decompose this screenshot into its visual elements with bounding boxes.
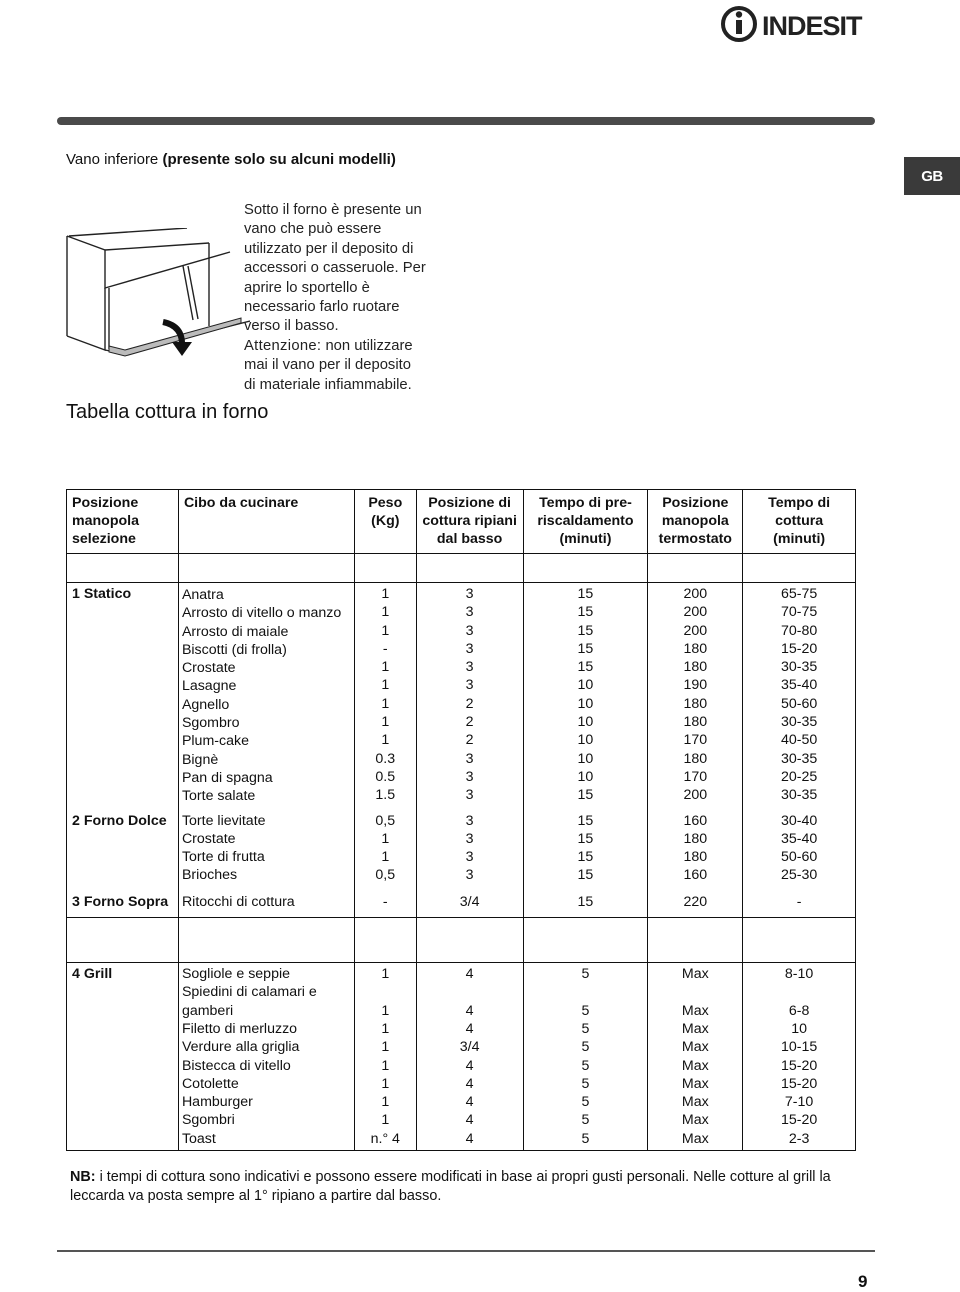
cottura-value: 30-35 [780,659,818,676]
peso-value: 1 [381,1094,390,1111]
preriscaldamento-list [523,885,648,918]
header-tempo-cottura: Tempo di cottura (minuti) [743,490,856,554]
ripiani-list [416,583,523,806]
food-item: Agnello [181,696,230,713]
ripiani-list [416,963,523,1151]
food-item: Crostate [181,830,236,847]
ripiani-value: 3 [465,640,474,657]
preriscaldamento-value: 15 [577,893,594,910]
food-item: Cotolette [181,1075,239,1092]
ripiani-value: 3 [465,830,474,847]
page-number: 9 [858,1272,868,1291]
peso-value: - [382,893,388,910]
preriscaldamento-value: 15 [577,830,594,847]
ripiani-value: 4 [465,1130,474,1147]
cottura-value: 15-20 [780,1075,818,1092]
cottura-value: 15-20 [780,1112,818,1129]
header-preriscaldamento: Tempo di pre- riscaldamento (minuti) [523,490,648,554]
termostato-value: 180 [683,695,708,712]
peso-value: - [382,640,388,657]
food-item: gamberi [181,1002,234,1019]
preriscaldamento-value: 10 [577,768,594,785]
termostato-value: 190 [683,677,708,694]
cottura-value: 35-40 [780,830,818,847]
peso-value: 1 [381,714,390,731]
table-header-row [67,490,856,554]
ripiani-value [417,983,523,1001]
termostato-value: 180 [683,830,708,847]
mode-label: 3 Forno Sopra [67,885,179,918]
termostato-value: 200 [683,586,708,602]
ripiani-value: 3 [465,787,474,804]
food-item: Sgombro [181,715,240,732]
group-row-grill [67,963,856,1151]
cottura-value: 6-8 [788,1002,810,1019]
food-item: Brioches [181,867,238,884]
preriscaldamento-value: 5 [581,1075,590,1092]
preriscaldamento-value: 5 [581,1039,590,1056]
preriscaldamento-list [523,963,648,1151]
drawer-illustration [65,228,250,366]
preriscaldamento-value: 5 [581,1002,590,1019]
termostato-value: 160 [683,867,708,884]
cottura-value: 15-20 [780,640,818,657]
peso-value: 1 [381,695,390,712]
preriscaldamento-value: 5 [581,1130,590,1147]
header-ripiani: Posizione di cottura ripiani dal basso [416,490,523,554]
preriscaldamento-value: 5 [581,966,590,983]
termostato-value: 180 [683,714,708,731]
peso-value: 1 [381,1057,390,1074]
cottura-value: 70-80 [780,622,818,639]
cottura-value: 10 [791,1020,808,1037]
preriscaldamento-value: 10 [577,714,594,731]
peso-list [354,583,416,806]
drawer-description: Sotto il forno è presente un vano che può essere utilizzato per il deposito di accessori o casseruole. Per aprire lo sportello è necessario farlo ruotare verso il basso. Attenzione: non utilizzare mai il vano per il deposito di materiale infiammabile. [244,202,426,393]
cottura-value: 8-10 [784,966,814,983]
food-item: Anatra [181,587,224,603]
ripiani-list [416,806,523,885]
header-peso: Peso (Kg) [354,490,416,554]
cottura-value: 30-40 [780,812,818,829]
header-cibo: Cibo da cucinare [178,490,354,554]
group-row-sopra [67,885,856,918]
termostato-value: 200 [683,787,708,804]
ripiani-value: 3 [465,622,474,639]
preriscaldamento-value: 15 [577,659,594,676]
ripiani-value: 4 [465,1057,474,1074]
ripiani-value: 3 [465,750,474,767]
food-item: Bignè [181,751,219,768]
termostato-value: Max [681,1039,709,1056]
peso-value: 0.3 [375,750,396,767]
food-item: Toast [181,1130,216,1147]
ripiani-value: 2 [465,714,474,731]
food-item: Biscotti (di frolla) [181,641,287,658]
peso-value: 1 [381,830,390,847]
ripiani-value: 3 [465,604,474,621]
termostato-value: Max [681,966,709,983]
ripiani-value: 3 [465,812,474,829]
termostato-value: Max [681,1112,709,1129]
cottura-list [743,963,856,1151]
brand-wordmark: INDESIT [762,11,862,41]
peso-value: 1 [381,604,390,621]
termostato-value: Max [681,1057,709,1074]
preriscaldamento-value: 15 [577,622,594,639]
preriscaldamento-value: 15 [577,586,594,602]
peso-list [354,885,416,918]
cottura-list [743,806,856,885]
header-posizione-manopola: Posizione manopola selezione [67,490,179,554]
termostato-value [648,983,742,1001]
ripiani-value: 3 [465,659,474,676]
termostato-value: Max [681,1020,709,1037]
food-list [178,583,354,806]
ripiani-value: 4 [465,1002,474,1019]
cottura-list [743,885,856,918]
food-item: Lasagne [181,678,237,695]
bottom-rule [57,1250,875,1252]
preriscaldamento-value: 5 [581,1094,590,1111]
cottura-value: 25-30 [780,867,818,884]
cottura-value: - [796,893,802,910]
peso-value: 1 [381,677,390,694]
ripiani-value: 4 [465,1075,474,1092]
preriscaldamento-value: 15 [577,812,594,829]
ripiani-value: 3 [465,768,474,785]
termostato-list [648,963,743,1151]
termostato-value: 200 [683,604,708,621]
cottura-value: 35-40 [780,677,818,694]
preriscaldamento-value: 5 [581,1057,590,1074]
section-title: Vano inferiore (presente solo su alcuni modelli) [66,151,396,168]
peso-value: 1.5 [375,787,396,804]
food-item: Crostate [181,660,236,677]
peso-list [354,806,416,885]
ripiani-value: 4 [465,1020,474,1037]
ripiani-value: 3/4 [459,893,480,910]
preriscaldamento-value: 10 [577,732,594,749]
header-termostato: Posizione manopola termostato [648,490,743,554]
ripiani-value: 3 [465,586,474,602]
peso-value: 1 [381,849,390,866]
food-list [178,885,354,918]
termostato-value: Max [681,1094,709,1111]
group-row-dolce [67,806,856,885]
group-row-statico [67,583,856,806]
cottura-value: 50-60 [780,695,818,712]
cottura-value: 2-3 [788,1130,810,1147]
ripiani-value: 4 [465,966,474,983]
attention-label: Attenzione: [244,337,322,354]
preriscaldamento-value: 15 [577,604,594,621]
termostato-value: 180 [683,659,708,676]
termostato-value: 170 [683,732,708,749]
preriscaldamento-list [523,583,648,806]
peso-value: 1 [381,659,390,676]
ripiani-value: 3 [465,677,474,694]
preriscaldamento-list [523,806,648,885]
cottura-value: 20-25 [780,768,818,785]
cottura-value: 50-60 [780,849,818,866]
peso-value: 1 [381,966,390,983]
top-rule [57,117,875,125]
peso-value: 1 [381,732,390,749]
peso-value: 1 [381,1039,390,1056]
cottura-value: 30-35 [780,750,818,767]
ripiani-value: 4 [465,1094,474,1111]
cottura-value: 30-35 [780,714,818,731]
food-item: Torte salate [181,788,256,805]
ripiani-value: 2 [465,695,474,712]
food-item: Bistecca di vitello [181,1057,291,1074]
food-item: Sogliole e seppie [181,966,290,983]
ripiani-value: 4 [465,1112,474,1129]
food-item: Filetto di merluzzo [181,1020,298,1037]
preriscaldamento-value: 15 [577,867,594,884]
peso-value: 0,5 [375,812,396,829]
preriscaldamento-value: 15 [577,849,594,866]
mode-label: 4 Grill [67,963,179,1151]
preriscaldamento-value: 5 [581,1020,590,1037]
ripiani-value: 3/4 [459,1039,480,1056]
peso-value: 0,5 [375,867,396,884]
cottura-value: 15-20 [780,1057,818,1074]
preriscaldamento-value: 10 [577,750,594,767]
cooking-table [66,489,856,1151]
cottura-value: 7-10 [784,1094,814,1111]
peso-value: n.° 4 [370,1130,400,1147]
food-item: Torte lievitate [181,812,266,829]
peso-value: 1 [381,1075,390,1092]
language-tab-gb[interactable]: GB [904,157,960,195]
ripiani-list [416,885,523,918]
mode-label: 1 Statico [67,583,179,806]
table-spacer-2 [67,918,856,963]
food-item: Arrosto di vitello o manzo [181,605,342,622]
preriscaldamento-value: 15 [577,787,594,804]
food-item: Sgombri [181,1112,235,1129]
termostato-value: Max [681,1075,709,1092]
termostato-value: 160 [683,812,708,829]
food-item: Verdure alla griglia [181,1039,300,1056]
food-item: Hamburger [181,1094,253,1111]
peso-value: 1 [381,1020,390,1037]
preriscaldamento-value: 10 [577,677,594,694]
cottura-value: 40-50 [780,732,818,749]
food-list [178,806,354,885]
preriscaldamento-value: 10 [577,695,594,712]
cottura-value: 10-15 [780,1039,818,1056]
peso-list [354,963,416,1151]
termostato-list [648,583,743,806]
ripiani-value: 3 [465,849,474,866]
food-item: Plum-cake [181,733,249,750]
peso-value: 1 [381,1002,390,1019]
termostato-list [648,806,743,885]
food-item: Arrosto di maiale [181,623,289,640]
food-item: Ritocchi di cottura [181,893,295,910]
mode-label: 2 Forno Dolce [67,806,179,885]
peso-value [355,983,416,1001]
termostato-value: Max [681,1002,709,1019]
cottura-list [743,583,856,806]
cottura-value: 65-75 [780,586,818,602]
food-item: Spiedini di calamari e [181,984,317,1001]
cottura-value: 30-35 [780,787,818,804]
indesit-logo [720,2,875,46]
table-note: NB: i tempi di cottura sono indicativi e possono essere modificati in base ai propri gusti personali. Nelle cotture al grill la leccarda va posta sempre al 1° ripiano a partire dal basso. [70,1169,831,1204]
table-spacer [67,554,856,583]
termostato-value: 220 [683,893,708,910]
termostato-value: 180 [683,849,708,866]
table-title: Tabella cottura in forno [66,401,269,423]
termostato-value: Max [681,1130,709,1147]
peso-value: 0.5 [375,768,396,785]
ripiani-value: 2 [465,732,474,749]
peso-value: 1 [381,1112,390,1129]
termostato-list [648,885,743,918]
peso-value: 1 [381,622,390,639]
termostato-value: 180 [683,750,708,767]
termostato-value: 200 [683,622,708,639]
cottura-value: 70-75 [780,604,818,621]
preriscaldamento-value: 5 [581,1112,590,1129]
preriscaldamento-value: 15 [577,640,594,657]
termostato-value: 180 [683,640,708,657]
ripiani-value: 3 [465,867,474,884]
food-item: Torte di frutta [181,849,265,866]
food-list [178,963,354,1151]
termostato-value: 170 [683,768,708,785]
food-item: Pan di spagna [181,769,273,786]
preriscaldamento-value [524,983,648,1001]
peso-value: 1 [381,586,390,602]
cottura-value [743,983,855,1001]
